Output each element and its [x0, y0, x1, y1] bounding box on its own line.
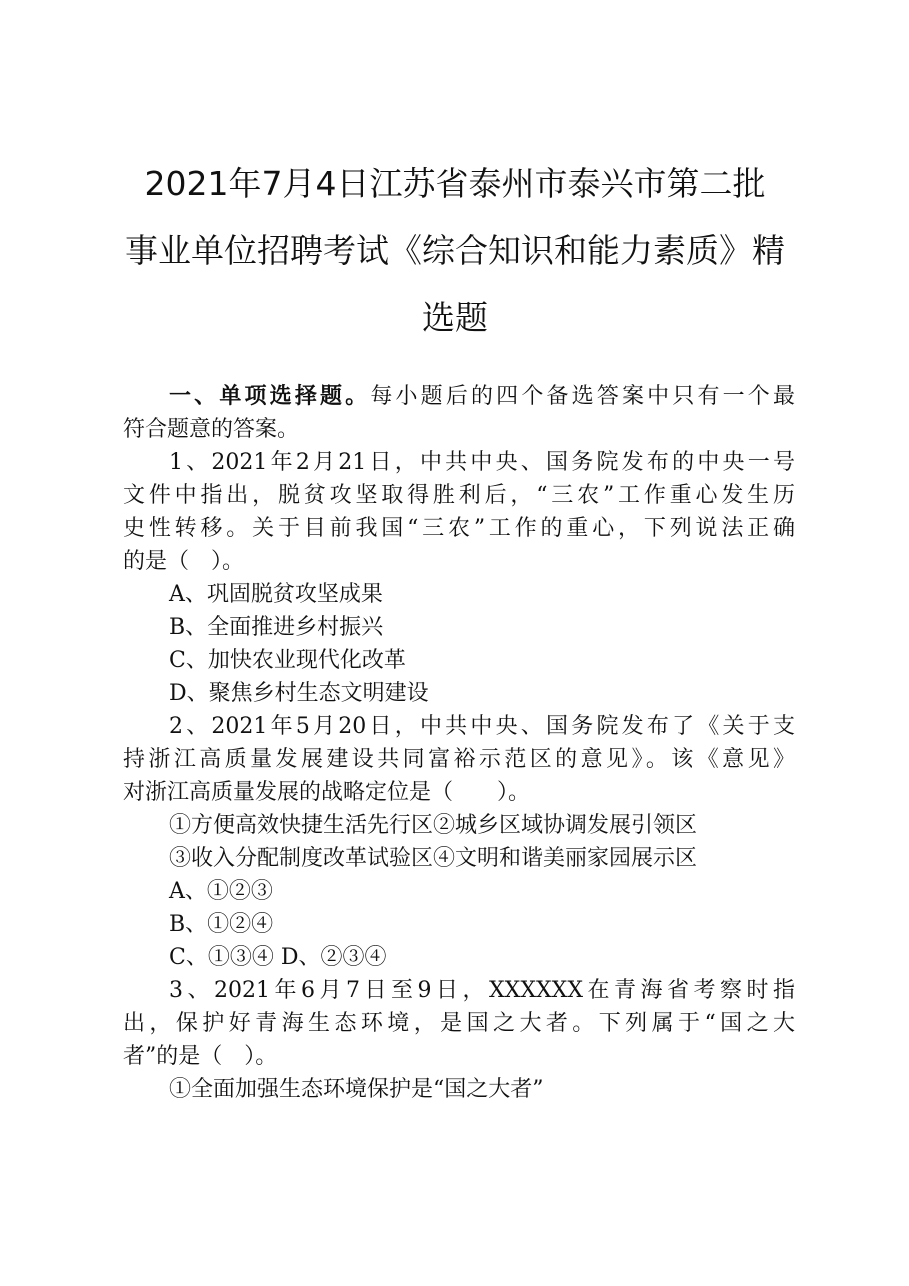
question-1-line: 1、2021年2月21日，中共中央、国务院发布的中央一号: [169, 450, 795, 475]
question-1-option-b: B、全面推进乡村振兴: [169, 615, 384, 640]
question-3-line: 3、2021年6月7日至9日，XXXXXX在青海省考察时指: [169, 978, 795, 1003]
question-3-statement: ①全面加强生态环境保护是“国之大者”: [169, 1077, 544, 1102]
question-2-statement: ③收入分配制度改革试验区④文明和谐美丽家园展示区: [169, 846, 698, 871]
question-1-option-a: A、巩固脱贫攻坚成果: [169, 582, 383, 607]
question-2-option-b: B、①②④: [169, 912, 274, 937]
title-line-1: 2021年7月4日江苏省泰州市泰兴市第二批: [144, 164, 766, 203]
section-intro-line: [123, 380, 795, 413]
question-3-line: 者”的是（ ）。: [123, 1044, 278, 1069]
document-body: [123, 380, 795, 1106]
question-1-option-d: D、聚焦乡村生态文明建设: [169, 681, 429, 706]
body-line: 符合题意的答案。: [123, 417, 300, 442]
question-3-line: 出，保护好青海生态环境，是国之大者。下列属于“国之大: [123, 1011, 795, 1036]
question-2-line: 2、2021年5月20日，中共中央、国务院发布了《关于支: [169, 714, 795, 739]
question-1-line: 的是（ ）。: [123, 549, 245, 574]
title-line-3: 选题: [422, 298, 488, 337]
question-2-line: 持浙江高质量发展建设共同富裕示范区的意见》。该《意见》: [123, 747, 795, 772]
title-line-2: 事业单位招聘考试《综合知识和能力素质》精: [125, 231, 785, 270]
question-1-option-c: C、加快农业现代化改革: [169, 648, 406, 673]
question-2-option-cd: C、①③④ D、②③④: [169, 945, 387, 970]
section-heading: 一、单项选择题。: [169, 384, 371, 409]
section-intro-text: 每小题后的四个备选答案中只有一个最: [370, 384, 795, 409]
question-2-line: 对浙江高质量发展的战略定位是（ ）。: [123, 780, 531, 805]
document-title: [110, 150, 800, 351]
question-2-option-a: A、①②③: [169, 879, 273, 904]
question-1-line: 史性转移。关于目前我国“三农”工作的重心，下列说法正确: [123, 516, 795, 541]
question-1-line: 文件中指出，脱贫攻坚取得胜利后，“三农”工作重心发生历: [123, 483, 795, 508]
question-2-statement: ①方便高效快捷生活先行区②城乡区域协调发展引领区: [169, 813, 698, 838]
